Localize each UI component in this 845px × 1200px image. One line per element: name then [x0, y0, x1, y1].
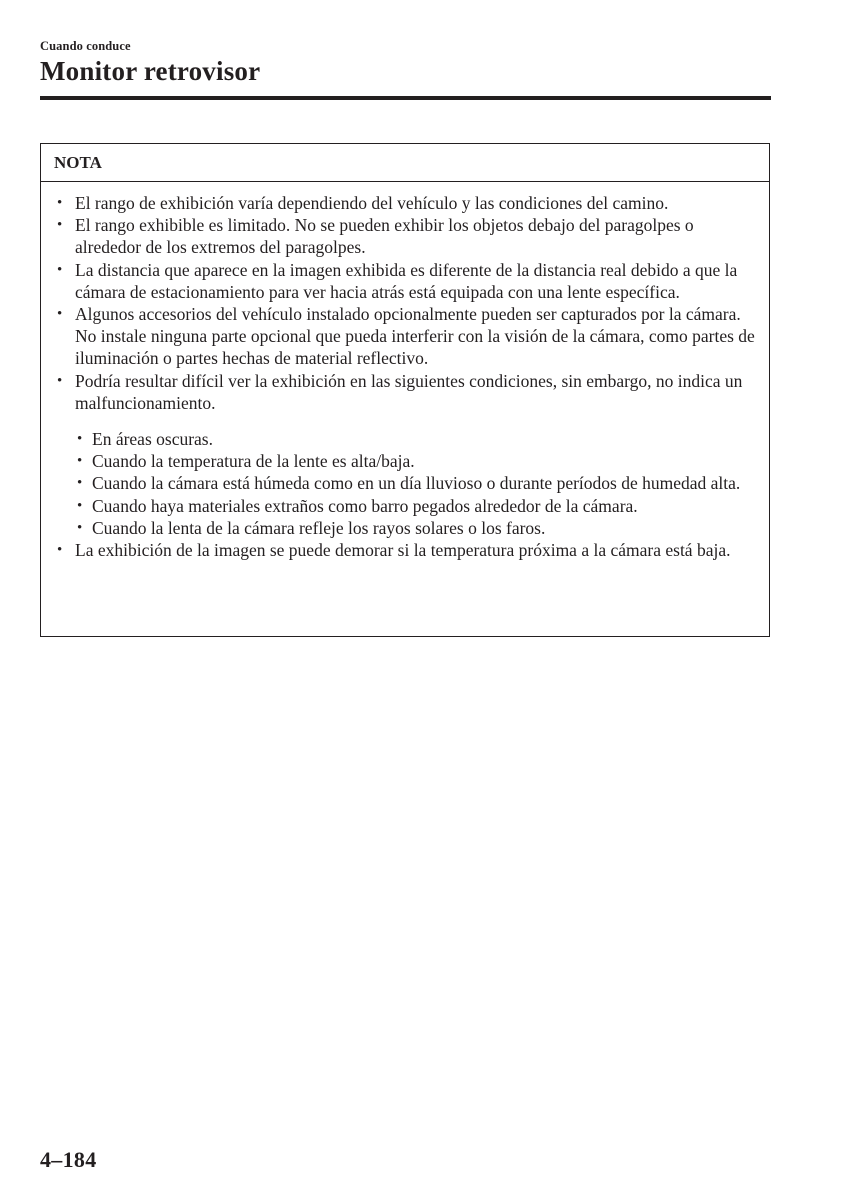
note-sub-item-text: Cuando la lenta de la cámara refleje los rayos solares o los faros.: [92, 517, 546, 538]
bullet-icon: •: [57, 542, 63, 559]
note-sub-item: [75, 450, 763, 472]
note-item-text: Podría resultar difícil ver la exhibición en las siguientes condiciones, sin embargo, no indica un malfuncionamiento.: [75, 370, 743, 413]
note-item-text: El rango de exhibición varía dependiendo del vehículo y las condiciones del camino.: [75, 193, 669, 213]
note-item: [55, 303, 763, 370]
page-title: Monitor retrovisor: [40, 56, 261, 86]
bullet-icon: •: [77, 497, 83, 514]
note-item: [55, 539, 763, 561]
section-label: Cuando conduce: [40, 39, 131, 53]
note-item-text: La distancia que aparece en la imagen exhibida es diferente de la distancia real debido a que la cámara de estacionamiento para ver hacia atrás está equipada con una lente específica.: [75, 259, 738, 302]
note-sub-item: [75, 495, 763, 517]
note-sub-item-text: Cuando haya materiales extraños como barro pegados alrededor de la cámara.: [92, 495, 638, 516]
note-item: [55, 192, 763, 214]
bullet-icon: •: [57, 306, 63, 323]
note-sub-item-text: Cuando la cámara está húmeda como en un día lluvioso o durante períodos de humedad alta.: [92, 473, 741, 494]
bullet-icon: •: [77, 475, 83, 492]
note-sub-list: [75, 428, 763, 539]
note-sub-item-text: En áreas oscuras.: [92, 429, 213, 450]
note-item-text: La exhibición de la imagen se puede demorar si la temperatura próxima a la cámara está baja.: [75, 540, 731, 561]
note-sub-item-text: Cuando la temperatura de la lente es alta/baja.: [92, 451, 415, 472]
note-item: [55, 214, 763, 258]
note-heading: NOTA: [41, 144, 769, 182]
bullet-icon: •: [57, 372, 63, 389]
page-number: 4–184: [40, 1147, 97, 1172]
note-list: [55, 192, 763, 561]
note-item: [55, 259, 763, 303]
note-sub-item: [75, 472, 763, 494]
note-sub-item: [75, 517, 763, 539]
bullet-icon: •: [57, 195, 63, 211]
bullet-icon: •: [57, 261, 63, 278]
bullet-icon: •: [77, 431, 83, 448]
note-item: [55, 370, 763, 539]
title-rule: [40, 96, 771, 100]
note-item-text: El rango exhibible es limitado. No se pueden exhibir los objetos debajo del paragolpes o alrededor de los extremos del paragolpes.: [75, 215, 694, 258]
bullet-icon: •: [77, 453, 83, 470]
note-item-text: Algunos accesorios del vehículo instalado opcionalmente pueden ser capturados por la cámara. No instale ninguna parte opcional que pueda interferir con la visión de la cámara, como partes de iluminación o partes hechas de material reflectivo.: [75, 304, 755, 369]
note-box: [40, 143, 770, 637]
note-sub-item: [75, 428, 763, 450]
bullet-icon: •: [77, 519, 83, 536]
bullet-icon: •: [57, 217, 63, 234]
